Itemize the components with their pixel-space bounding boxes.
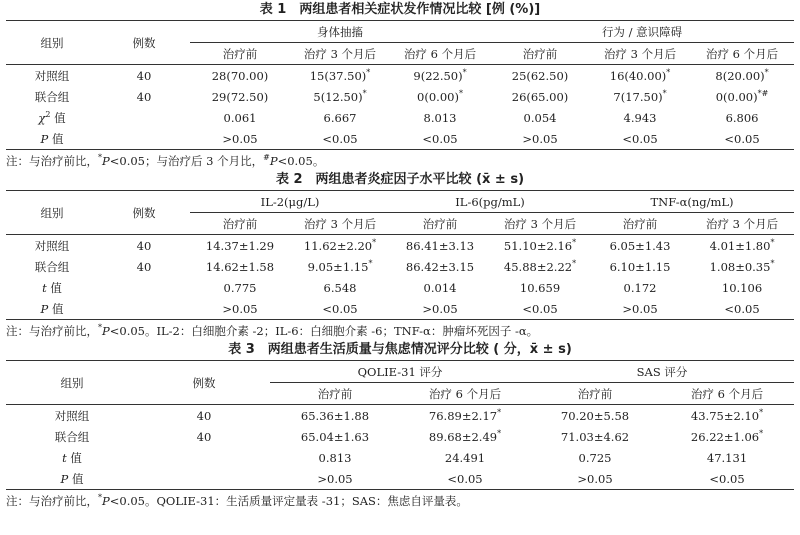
- table-cell: 0.014: [423, 280, 457, 295]
- table-cell: >0.05: [222, 131, 258, 146]
- table-cell: 4.01±1.80*: [709, 238, 775, 253]
- table-cell: <0.05: [422, 131, 458, 146]
- group-header-tnf: TNF-α(ng/mL): [590, 191, 794, 213]
- row-count: 40: [136, 89, 152, 104]
- sub-header: 治疗 6 个月后: [690, 43, 794, 65]
- table-cell: <0.05: [322, 301, 358, 316]
- table-cell: 10.106: [721, 280, 763, 295]
- sub-header: 治疗 3 个月后: [590, 43, 690, 65]
- table-row: [6, 277, 794, 298]
- table1: [6, 20, 794, 150]
- table2: [6, 190, 794, 320]
- sub-header: 治疗前: [190, 213, 290, 235]
- table-cell: 9.05±1.15*: [307, 259, 373, 274]
- table-cell: 10.659: [519, 280, 561, 295]
- table-cell: 86.42±3.15: [405, 259, 475, 274]
- table3: [6, 360, 794, 490]
- row-label: P 值: [60, 471, 84, 486]
- row-count: 40: [196, 429, 212, 444]
- group-header-sas: SAS 评分: [530, 361, 794, 383]
- sub-header: 治疗前: [190, 43, 290, 65]
- table2-title: 表 2 两组患者炎症因子水平比较 (x̄ ± s): [275, 172, 525, 187]
- row-count: [138, 447, 270, 468]
- table-cell: >0.05: [422, 301, 458, 316]
- sub-header: 治疗 3 个月后: [290, 213, 390, 235]
- table-cell: 11.62±2.20*: [303, 238, 377, 253]
- row-label: 对照组: [54, 408, 90, 423]
- table-cell: 1.08±0.35*: [709, 259, 775, 274]
- group-header-body-convulsion: 身体抽搐: [190, 21, 490, 43]
- table2-body: [6, 235, 794, 320]
- table-cell: 86.41±3.13: [405, 238, 475, 253]
- table-cell: 0.725: [578, 450, 612, 465]
- sub-header: 治疗前: [490, 43, 590, 65]
- table-row: [6, 107, 794, 128]
- row-label: P 值: [40, 301, 64, 316]
- table-cell: 24.491: [444, 450, 486, 465]
- sub-header: 治疗前: [390, 213, 490, 235]
- row-count: [98, 128, 190, 150]
- table-cell: 28(70.00): [211, 68, 269, 83]
- table1-body: [6, 65, 794, 150]
- group-header-il2: IL-2(μg/L): [190, 191, 390, 213]
- table-row: [6, 128, 794, 150]
- sub-header: 治疗 3 个月后: [690, 213, 794, 235]
- group-header-behavior: 行为 / 意识障碍: [490, 21, 794, 43]
- col-n-header: 例数: [98, 21, 190, 65]
- table-cell: 16(40.00)*: [609, 68, 671, 83]
- table-cell: 8(20.00)*: [715, 68, 769, 83]
- table-cell: 26.22±1.06*: [690, 429, 764, 444]
- table-cell: 70.20±5.58: [560, 408, 630, 423]
- table-cell: 0(0.00)*#: [715, 89, 769, 104]
- table-cell: 51.10±2.16*: [503, 238, 577, 253]
- table-row: [6, 447, 794, 468]
- table-row: [6, 426, 794, 447]
- sub-header: 治疗前: [590, 213, 690, 235]
- table-cell: 29(72.50): [211, 89, 269, 104]
- table-cell: 14.37±1.29: [205, 238, 275, 253]
- table3-title: 表 3 两组患者生活质量与焦虑情况评分比较 ( 分，x̄ ± s): [228, 342, 572, 357]
- table-cell: 5(12.50)*: [313, 89, 367, 104]
- table-cell: <0.05: [709, 471, 745, 486]
- table-cell: 45.88±2.22*: [503, 259, 577, 274]
- table-cell: 76.89±2.17*: [428, 408, 502, 423]
- table-cell: 0.172: [623, 280, 657, 295]
- row-label: $\chi^2$ 值: [38, 109, 66, 125]
- table-cell: 0.775: [223, 280, 257, 295]
- table-cell: >0.05: [577, 471, 613, 486]
- row-count: [98, 298, 190, 320]
- table-cell: 8.013: [423, 110, 457, 125]
- table-row: [6, 298, 794, 320]
- row-label: 联合组: [34, 89, 70, 104]
- table-cell: 26(65.00): [511, 89, 569, 104]
- table-cell: >0.05: [622, 301, 658, 316]
- row-label: 联合组: [34, 259, 70, 274]
- table-cell: 7(17.50)*: [613, 89, 667, 104]
- table-row: [6, 405, 794, 427]
- sub-header: 治疗 6 个月后: [400, 383, 530, 405]
- table-cell: <0.05: [724, 301, 760, 316]
- table-cell: 0(0.00)*: [417, 89, 463, 104]
- table2-note: 注：与治疗前比，*P<0.05。IL-2：白细胞介素 -2；IL-6：白细胞介素 -6；TNF-α：肿瘤坏死因子 -α。: [6, 323, 539, 338]
- table-cell: <0.05: [622, 131, 658, 146]
- row-count: [98, 107, 190, 128]
- table-row: [6, 86, 794, 107]
- table1-note: 注：与治疗前比，*P<0.05；与治疗后 3 个月比，#P<0.05。: [6, 153, 325, 168]
- table-cell: >0.05: [222, 301, 258, 316]
- table-cell: >0.05: [522, 131, 558, 146]
- col-n-header: 例数: [98, 191, 190, 235]
- sub-header: 治疗前: [530, 383, 660, 405]
- row-count: 40: [196, 408, 212, 423]
- table-cell: 6.10±1.15: [609, 259, 671, 274]
- row-count: 40: [136, 259, 152, 274]
- table-cell: 14.62±1.58: [205, 259, 275, 274]
- table-cell: 4.943: [623, 110, 657, 125]
- sub-header: 治疗前: [270, 383, 400, 405]
- table3-note: 注：与治疗前比，*P<0.05。QOLIE-31：生活质量评定量表 -31；SAS：焦虑自评量表。: [6, 493, 468, 508]
- table-cell: 65.04±1.63: [300, 429, 370, 444]
- table-cell: 47.131: [706, 450, 748, 465]
- table-cell: >0.05: [317, 471, 353, 486]
- row-label: 对照组: [34, 238, 70, 253]
- col-group-header: 组别: [6, 21, 98, 65]
- table-cell: 15(37.50)*: [309, 68, 371, 83]
- table-cell: 25(62.50): [511, 68, 569, 83]
- row-count: [138, 468, 270, 490]
- table-cell: <0.05: [447, 471, 483, 486]
- table-cell: 0.813: [318, 450, 352, 465]
- table1-title: 表 1 两组患者相关症状发作情况比较 [例 (%)]: [259, 2, 541, 17]
- table-cell: 6.548: [323, 280, 357, 295]
- row-label: 对照组: [34, 68, 70, 83]
- group-header-qolie: QOLIE-31 评分: [270, 361, 530, 383]
- row-label: t 值: [42, 280, 62, 295]
- table-cell: 6.806: [725, 110, 759, 125]
- sub-header: 治疗 3 个月后: [290, 43, 390, 65]
- table-row: [6, 235, 794, 257]
- table-cell: 6.05±1.43: [609, 238, 671, 253]
- row-count: [98, 277, 190, 298]
- row-count: 40: [136, 238, 152, 253]
- table-cell: 9(22.50)*: [413, 68, 467, 83]
- col-group-header: 组别: [6, 191, 98, 235]
- table-cell: <0.05: [322, 131, 358, 146]
- table-cell: 65.36±1.88: [300, 408, 370, 423]
- document-page: [0, 2, 800, 535]
- sub-header: 治疗 3 个月后: [490, 213, 590, 235]
- table-cell: <0.05: [724, 131, 760, 146]
- table-row: [6, 256, 794, 277]
- row-label: P 值: [40, 131, 64, 146]
- table-cell: 71.03±4.62: [560, 429, 630, 444]
- table-cell: 0.054: [523, 110, 557, 125]
- table-cell: <0.05: [522, 301, 558, 316]
- table-row: [6, 468, 794, 490]
- row-label: t 值: [62, 450, 82, 465]
- sub-header: 治疗 6 个月后: [390, 43, 490, 65]
- table-cell: 43.75±2.10*: [690, 408, 764, 423]
- sub-header: 治疗 6 个月后: [660, 383, 794, 405]
- table-cell: 89.68±2.49*: [428, 429, 502, 444]
- table-cell: 6.667: [323, 110, 357, 125]
- col-n-header: 例数: [138, 361, 270, 405]
- table-cell: 0.061: [223, 110, 257, 125]
- group-header-il6: IL-6(pg/mL): [390, 191, 590, 213]
- row-label: 联合组: [54, 429, 90, 444]
- col-group-header: 组别: [6, 361, 138, 405]
- row-count: 40: [136, 68, 152, 83]
- table3-body: [6, 405, 794, 490]
- table-row: [6, 65, 794, 87]
